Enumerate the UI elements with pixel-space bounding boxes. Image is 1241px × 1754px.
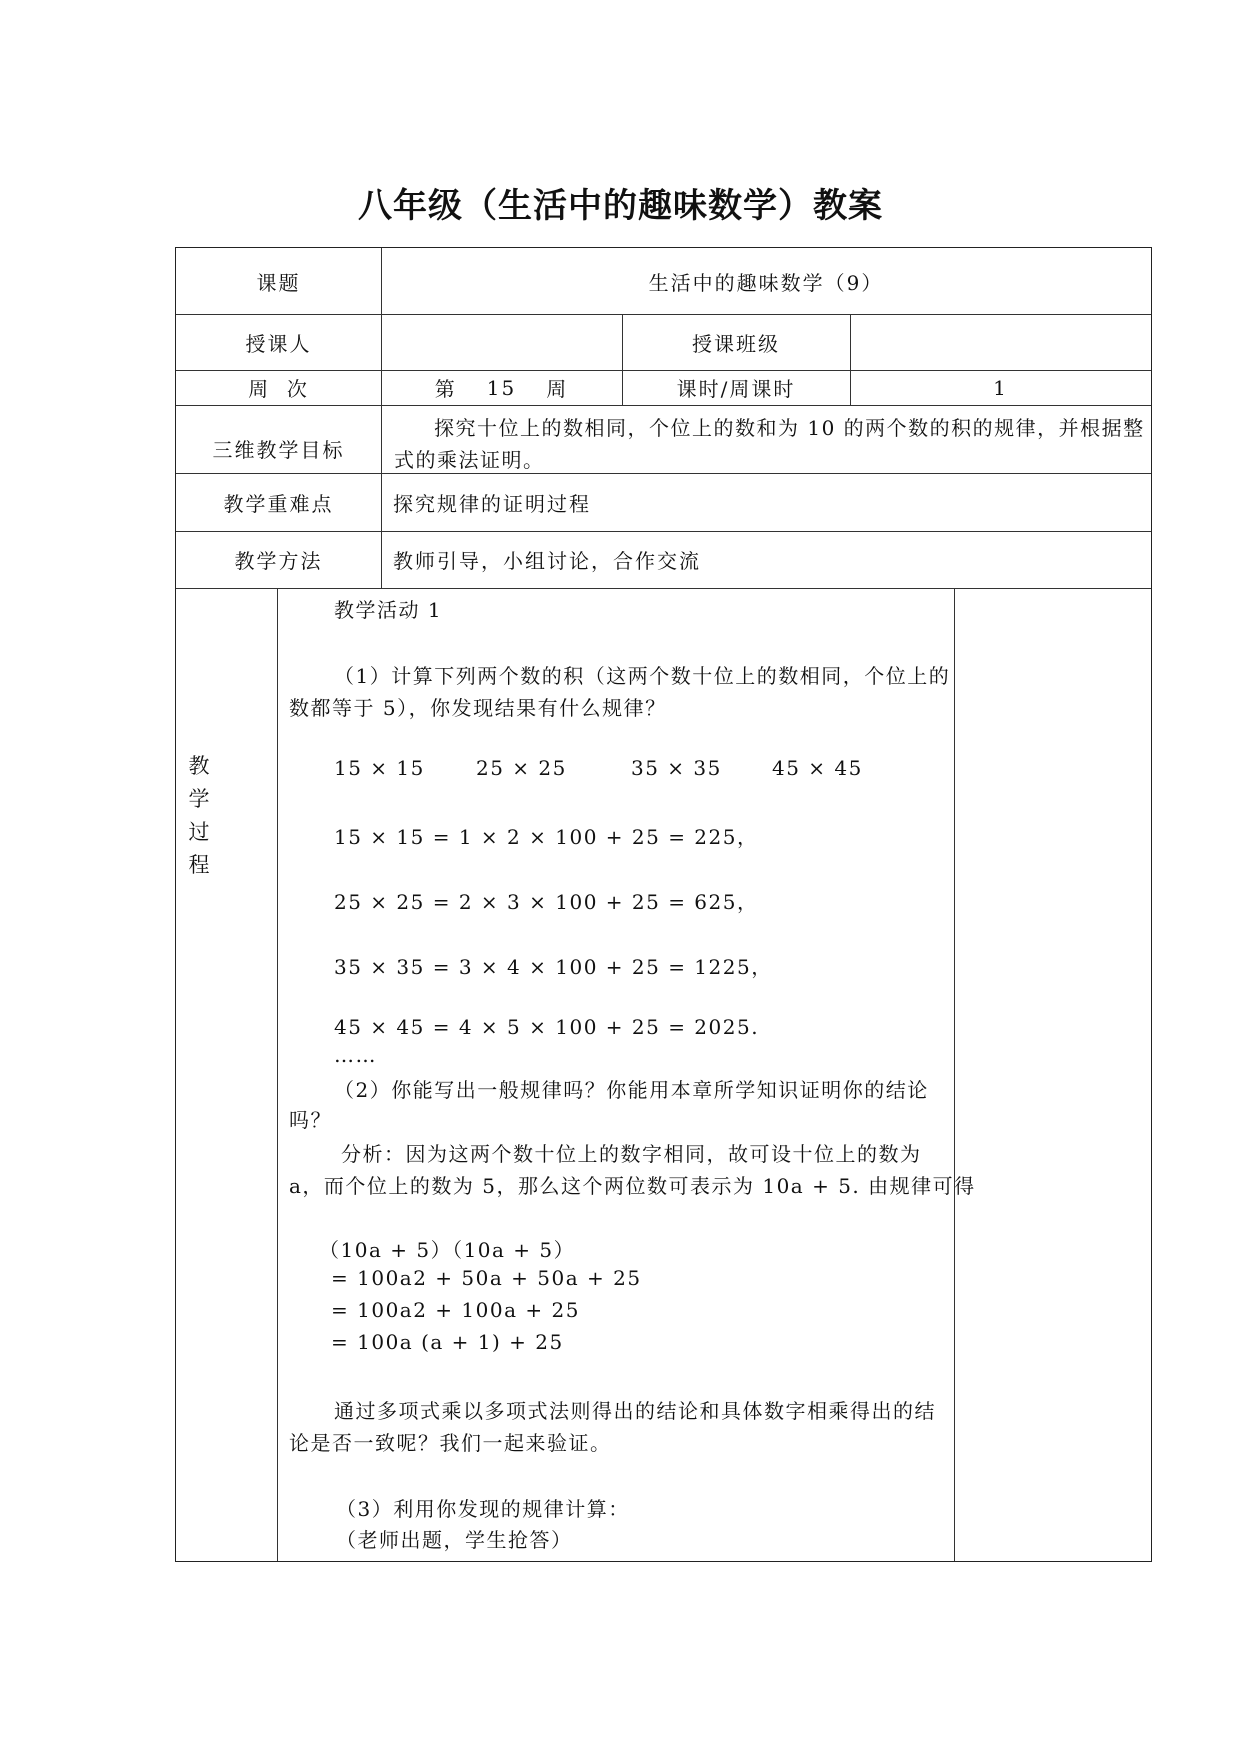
analysis-line-1: 分析：因为这两个数十位上的数字相同，故可设十位上的数为 (341, 1142, 922, 1166)
column-divider (277, 588, 278, 1561)
topic-value: 生活中的趣味数学（9） (648, 270, 884, 295)
row-divider (176, 405, 1151, 406)
question-2-line-2: 吗？ (289, 1108, 332, 1132)
method-label: 教学方法 (234, 549, 323, 573)
equation-2: 25 × 25 = 2 × 3 × 100 + 25 = 625， (334, 890, 759, 914)
process-label-char: 学 (188, 787, 210, 811)
algebra-step-2: = 100a2 + 50a + 50a + 25 (331, 1266, 642, 1290)
product-item: 45 × 45 (772, 756, 863, 780)
teacher-value (381, 314, 622, 370)
equation-1: 15 × 15 = 1 × 2 × 100 + 25 = 225， (334, 825, 759, 849)
equation-4: 45 × 45 = 4 × 5 × 100 + 25 = 2025. (334, 1015, 760, 1039)
process-label-char: 教 (188, 754, 210, 778)
product-item: 15 × 15 (334, 756, 425, 780)
algebra-step-4: = 100a (a + 1) + 25 (331, 1330, 564, 1354)
class-value (850, 314, 1151, 370)
equation-3: 35 × 35 = 3 × 4 × 100 + 25 = 1225， (334, 955, 773, 979)
week-value (381, 370, 622, 405)
question-3-note: （老师出题，学生抢答） (336, 1528, 573, 1552)
week-number: 15 (486, 375, 517, 400)
algebra-step-1: （10a + 5）（10a + 5） (319, 1238, 576, 1262)
analysis-line-2: a，而个位上的数为 5，那么这个两位数可表示为 10a + 5. 由规律可得 (289, 1174, 976, 1198)
question-1-line-2: 数都等于 5），你发现结果有什么规律？ (289, 696, 667, 720)
teacher-label: 授课人 (245, 331, 312, 356)
hours-label: 课时/周课时 (676, 377, 796, 401)
question-2-line-1: （2）你能写出一般规律吗？你能用本章所学知识证明你的结论 (334, 1078, 929, 1102)
activity-title: 教学活动 1 (334, 598, 443, 622)
key-points-value: 探究规律的证明过程 (393, 491, 591, 516)
hours-value: 1 (993, 375, 1008, 400)
week-prefix: 第 (434, 377, 457, 401)
process-label-char: 程 (188, 853, 210, 877)
goals-line-1: 探究十位上的数相同，个位上的数和为 10 的两个数的积的规律，并根据整 (434, 416, 1145, 440)
week-label: 周 次 (248, 377, 309, 401)
question-1-line-1: （1）计算下列两个数的积（这两个数十位上的数相同，个位上的 (334, 664, 951, 688)
topic-label: 课题 (256, 270, 301, 295)
algebra-step-3: = 100a2 + 100a + 25 (331, 1298, 580, 1322)
verify-line-1: 通过多项式乘以多项式法则得出的结论和具体数字相乘得出的结 (334, 1399, 936, 1423)
process-label-char: 过 (188, 820, 210, 844)
ellipsis: …… (334, 1043, 377, 1067)
process-label (187, 750, 211, 882)
goals-label: 三维教学目标 (212, 437, 345, 462)
document-title: 八年级（生活中的趣味数学）教案 (358, 186, 883, 226)
product-item: 25 × 25 (476, 756, 567, 780)
method-value: 教师引导，小组讨论，合作交流 (393, 549, 701, 573)
lesson-plan-table (175, 247, 1152, 1562)
question-3: （3）利用你发现的规律计算： (336, 1497, 630, 1521)
row-divider (176, 588, 1151, 589)
goals-line-2: 式的乘法证明。 (394, 448, 545, 472)
verify-line-2: 论是否一致呢？我们一起来验证。 (289, 1431, 612, 1455)
week-suffix: 周 (546, 377, 569, 401)
column-divider (954, 588, 955, 1561)
key-points-label: 教学重难点 (223, 491, 334, 516)
class-label: 授课班级 (692, 331, 780, 356)
product-item: 35 × 35 (631, 756, 722, 780)
